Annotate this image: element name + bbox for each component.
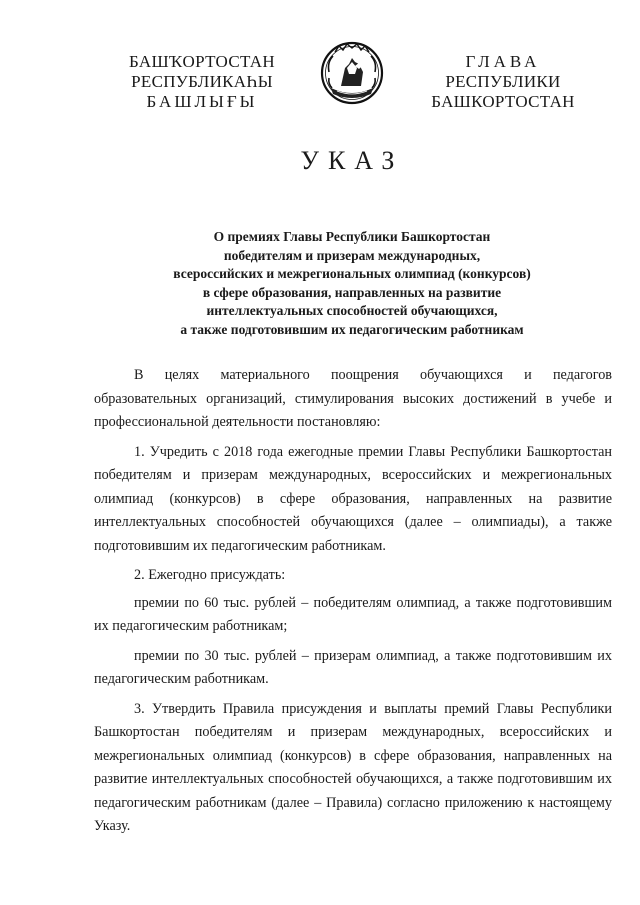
subject-line: а также подготовившим их педагогическим работникам [180, 321, 524, 337]
subject-line: победителям и призерам международных, [223, 247, 481, 263]
subject-line: интеллектуальных способностей обучающихся, [206, 303, 498, 318]
letterhead-left-line: БАШЛЫҒЫ [146, 92, 258, 111]
letterhead-russian-title [428, 52, 578, 112]
subject-line: всероссийских и межрегиональных олимпиад (конкурсов) [173, 266, 531, 281]
subject-line: О премиях Главы Республики Башкортостан [213, 229, 491, 244]
letterhead [0, 0, 640, 130]
letterhead-right-line: БАШКОРТОСТАН [431, 92, 575, 111]
document-type-title: УКАЗ [300, 146, 404, 175]
coat-of-arms-icon [319, 38, 385, 108]
letterhead-bashkir-title [118, 52, 286, 112]
letterhead-right-line: ГЛАВА [465, 52, 541, 71]
preamble-paragraph: В целях материального поощрения обучающихся и педагогов образовательных организаций, стимулирования высоких достижений в учебе и профессиональной деятельности постановляю: [94, 367, 612, 430]
clause-2-paragraph: 2. Ежегодно присуждать: [134, 567, 286, 583]
clause-3-paragraph: 3. Утвердить Правила присуждения и выплаты премий Главы Республики Башкортостан победителям и призерам международных, всероссийских и межрегиональных олимпиад (конкурсов) в сфере образования, направленных на развитие интеллектуальных способностей обучающихся, а также подготовившим их педагогическим работникам (далее – Правила) согласно приложению к настоящему Указу. [94, 700, 612, 834]
clause-2-item-winners: премии по 60 тыс. рублей – победителям олимпиад, а также подготовившим их педагогическим работникам; [94, 594, 612, 634]
letterhead-right-line: РЕСПУБЛИКИ [445, 72, 561, 91]
clause-2-item-prizewinners: премии по 30 тыс. рублей – призерам олимпиад, а также подготовившим их педагогическим работникам. [94, 647, 612, 687]
subject-line: в сфере образования, направленных на развитие [202, 284, 502, 300]
document-body [94, 364, 612, 845]
clause-1-paragraph: 1. Учредить с 2018 года ежегодные премии Главы Республики Башкортостан победителям и призерам международных, всероссийских и межрегиональных олимпиад (конкурсов) в сфере образования, направленных на развитие интеллектуальных способностей обучающихся (далее – олимпиады), а также подготовившим их педагогическим работникам. [94, 443, 612, 554]
letterhead-left-line: РЕСПУБЛИКАҺЫ [131, 72, 273, 91]
letterhead-left-line: БАШҠОРТОСТАН [129, 52, 275, 71]
document-subject [120, 228, 584, 339]
